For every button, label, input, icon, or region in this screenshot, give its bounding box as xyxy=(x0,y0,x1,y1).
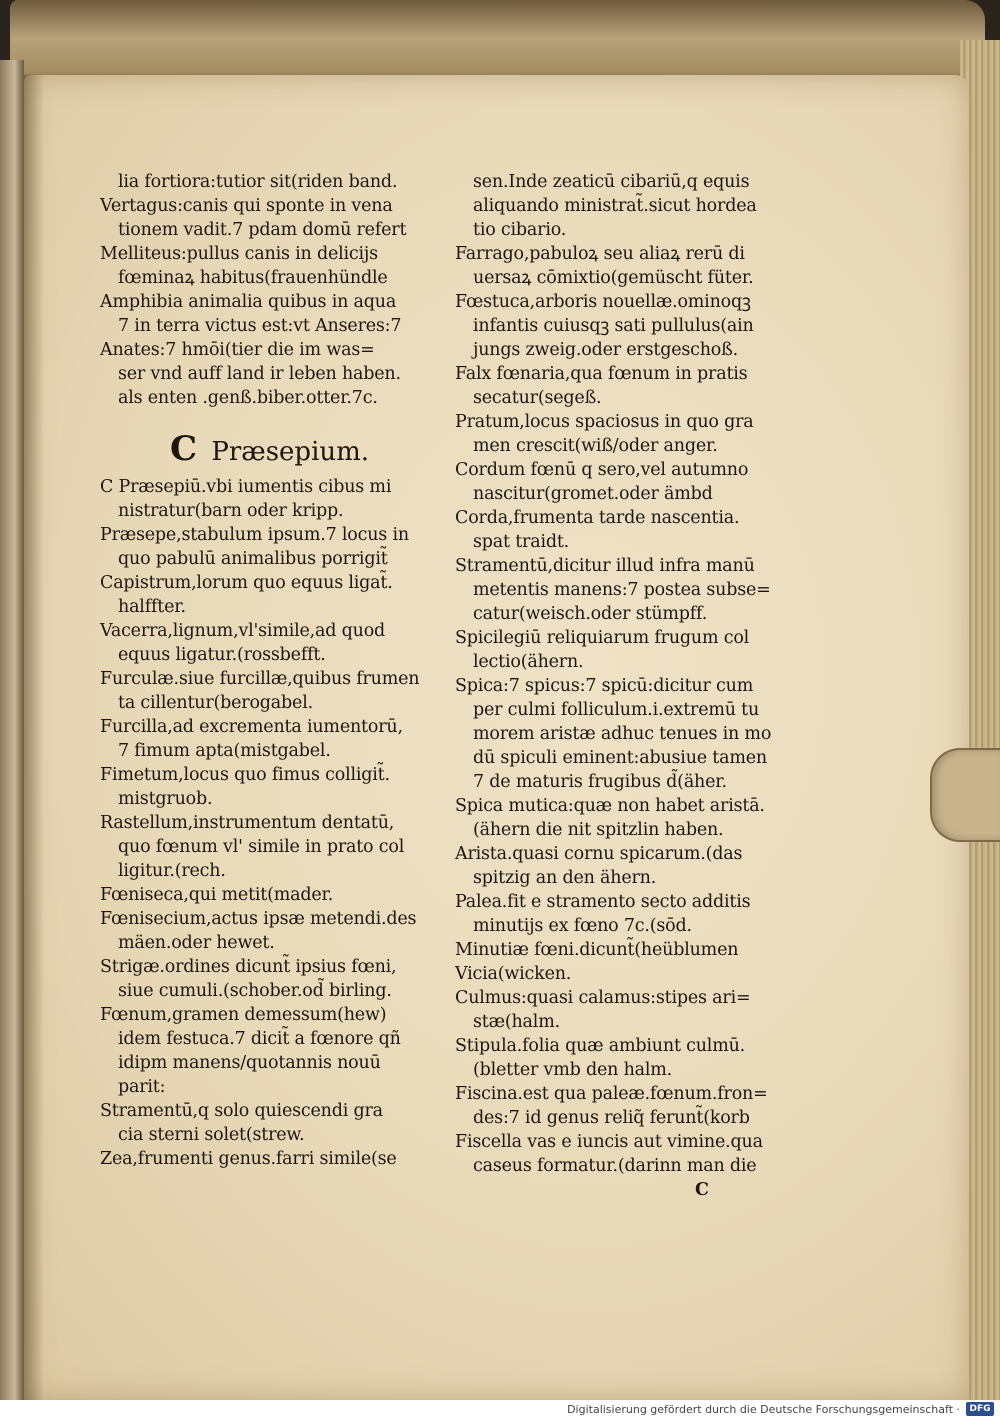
text-line: Palea.fit e stramento secto additis xyxy=(455,892,751,912)
text-line: secatur(segeß. xyxy=(473,388,602,408)
page-tab-marker xyxy=(930,748,1000,842)
text-line: Fœnisecium,actus ipsæ metendi.des xyxy=(100,909,417,929)
text-line: Strigæ.ordines dicunt̃ ipsius fœni, xyxy=(100,957,397,977)
text-line: Stramentū,q solo quiescendi gra xyxy=(100,1101,383,1121)
text-line: Culmus:quasi calamus:stipes ari= xyxy=(455,988,751,1008)
text-line: cia sterni solet(strew. xyxy=(118,1125,305,1145)
text-line: Fiscella vas e iuncis aut vimine.qua xyxy=(455,1132,763,1152)
text-line: nascitur(gromet.oder ämbd xyxy=(473,484,713,504)
text-line: Furcilla,ad excrementa iumentorū, xyxy=(100,717,403,737)
left-column-lines-after-heading xyxy=(100,475,445,1171)
text-line: Melliteus:pullus canis in delicijs xyxy=(100,244,378,264)
text-line: als enten .genß.biber.otter.7c. xyxy=(118,388,378,408)
left-column-lines-before-heading xyxy=(100,170,445,410)
text-line: Anates:7 hmōi(tier die im was= xyxy=(100,340,375,360)
text-line: equus ligatur.(rossbefft. xyxy=(118,645,326,665)
text-line: Vicia(wicken. xyxy=(455,964,572,984)
text-line: parit: xyxy=(118,1077,166,1097)
text-line: Stipula.folia quæ ambiunt culmū. xyxy=(455,1036,746,1056)
text-line: men crescit(wiß/oder anger. xyxy=(473,436,718,456)
text-line: Farrago,pabuloꝝ seu aliaꝝ rerū di xyxy=(455,244,745,264)
catchword: C xyxy=(695,1180,709,1200)
text-line: Zea,frumenti genus.farri simile(se xyxy=(100,1149,397,1169)
footer-bar xyxy=(0,1400,1000,1419)
text-line: Stramentū,dicitur illud infra manū xyxy=(455,556,755,576)
text-line: uersaꝝ cōmixtio(gemüscht füter. xyxy=(473,268,754,288)
text-line: jungs zweig.oder erstgeschoß. xyxy=(473,340,738,360)
text-line: (bletter vmb den halm. xyxy=(473,1060,673,1080)
text-line: des:7 id genus reliq̃ ferunt̃(korb xyxy=(473,1108,750,1128)
text-line: fœminaꝝ habitus(frauenhündle xyxy=(118,268,388,288)
text-line: minutijs ex fœno 7c.(sōd. xyxy=(473,916,692,936)
right-column-lines xyxy=(455,170,795,1178)
text-line: spitzig an den ähern. xyxy=(473,868,657,888)
text-line: C Præsepiū.vbi iumentis cibus mi xyxy=(100,477,392,497)
text-line: Fœniseca,qui metit(mader. xyxy=(100,885,334,905)
text-line: Furculæ.siue furcillæ,quibus frumen xyxy=(100,669,420,689)
text-line: Vacerra,lignum,vl'simile,ad quod xyxy=(100,621,386,641)
section-heading-text: Præsepium. xyxy=(211,437,370,467)
text-line: Fœnum,gramen demessum(hew) xyxy=(100,1005,387,1025)
text-line: idem festuca.7 dicit̃ a fœnore qñ xyxy=(118,1029,401,1049)
right-text-column xyxy=(455,170,795,1202)
text-line: Fœstuca,arboris nouellæ.ominoqꝫ xyxy=(455,292,751,312)
text-line: Capistrum,lorum quo equus ligat̃. xyxy=(100,573,393,593)
text-line: lectio(ähern. xyxy=(473,652,584,672)
text-line: Pratum,locus spaciosus in quo gra xyxy=(455,412,754,432)
facing-page-edge xyxy=(0,60,24,1400)
text-line: 7 de maturis frugibus d̃(äher. xyxy=(473,772,727,792)
text-line: Fiscina.est qua paleæ.fœnum.fron= xyxy=(455,1084,768,1104)
text-line: ser vnd auff land ir leben haben. xyxy=(118,364,401,384)
text-line: halffter. xyxy=(118,597,186,617)
text-line: Arista.quasi cornu spicarum.(das xyxy=(455,844,743,864)
text-line: metentis manens:7 postea subse= xyxy=(473,580,771,600)
text-line: Corda,frumenta tarde nascentia. xyxy=(455,508,740,528)
page-gutter-shadow xyxy=(24,75,44,1400)
text-line: infantis cuiusqꝫ sati pullulus(ain xyxy=(473,316,754,336)
text-line: idipm manens/quotannis nouū xyxy=(118,1053,381,1073)
text-line: Fimetum,locus quo fimus colligit̃. xyxy=(100,765,390,785)
text-line: Cordum fœnū q sero,vel autumno xyxy=(455,460,749,480)
text-line: ligitur.(rech. xyxy=(118,861,226,881)
text-line: Spica:7 spicus:7 spicū:dicitur cum xyxy=(455,676,754,696)
text-line: tio cibario. xyxy=(473,220,567,240)
text-line: nistratur(barn oder kripp. xyxy=(118,501,344,521)
text-line: sen.Inde zeaticū cibariū,q equis xyxy=(473,172,750,192)
text-line: Falx fœnaria,qua fœnum in pratis xyxy=(455,364,748,384)
text-line: caseus formatur.(darinn man die xyxy=(473,1156,757,1176)
text-line: mäen.oder hewet. xyxy=(118,933,275,953)
text-line: dū spiculi eminent:abusiue tamen xyxy=(473,748,767,768)
paragraph-mark-icon: C xyxy=(170,429,198,469)
text-line: siue cumuli.(schober.od̃ birling. xyxy=(118,981,392,1001)
text-line: ta cillentur(berogabel. xyxy=(118,693,313,713)
text-line: Vertagus:canis qui sponte in vena xyxy=(100,196,393,216)
text-line: Rastellum,instrumentum dentatū, xyxy=(100,813,395,833)
text-line: stæ(halm. xyxy=(473,1012,560,1032)
text-line: 7 fimum apta(mistgabel. xyxy=(118,741,331,761)
text-line: catur(weisch.oder stümpff. xyxy=(473,604,708,624)
text-line: Præsepe,stabulum ipsum.7 locus in xyxy=(100,525,409,545)
text-line: quo pabulū animalibus porrigit̃ xyxy=(118,549,388,569)
text-line: (ähern die nit spitzlin haben. xyxy=(473,820,724,840)
text-line: mistgruob. xyxy=(118,789,213,809)
section-heading xyxy=(170,429,445,469)
dfg-logo: DFG xyxy=(966,1402,994,1416)
left-text-column xyxy=(100,170,445,1171)
text-line: morem aristæ adhuc tenues in mo xyxy=(473,724,772,744)
text-line: 7 in terra victus est:vt Anseres:7 xyxy=(118,316,402,336)
text-line: aliquando ministrat̃.sicut hordea xyxy=(473,196,757,216)
text-line: Amphibia animalia quibus in aqua xyxy=(100,292,397,312)
text-line: Minutiæ fœni.dicunt̃(heüblumen xyxy=(455,940,739,960)
text-line: Spica mutica:quæ non habet aristā. xyxy=(455,796,765,816)
text-line: spat traidt. xyxy=(473,532,570,552)
text-line: tionem vadit.7 pdam domū refert xyxy=(118,220,407,240)
footer-credit-text: Digitalisierung gefördert durch die Deutsche Forschungsgemeinschaft · xyxy=(567,1403,960,1416)
text-line: per culmi folliculum.i.extremū tu xyxy=(473,700,760,720)
text-line: lia fortiora:tutior sit(riden band. xyxy=(118,172,398,192)
text-line: Spicilegiū reliquiarum frugum col xyxy=(455,628,750,648)
text-line: quo fœnum vl' simile in prato col xyxy=(118,837,405,857)
